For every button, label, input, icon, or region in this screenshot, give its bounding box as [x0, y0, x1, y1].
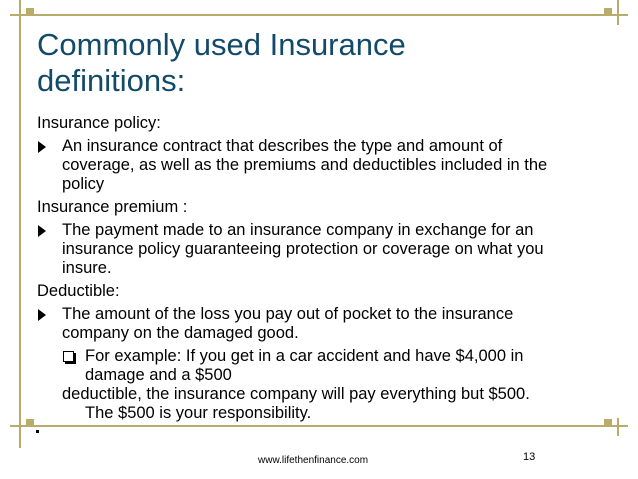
bullet-line: insure.	[62, 259, 112, 277]
frame-left-line	[19, 0, 21, 448]
corner-square-bottom-left	[26, 419, 34, 427]
corner-square-top-right	[604, 8, 612, 16]
slide-content	[37, 114, 597, 427]
sub-bullet-line: damage and a $500	[85, 366, 232, 384]
frame-right-line	[617, 0, 619, 25]
bullet-line: An insurance contract that describes the type and amount of	[62, 137, 503, 155]
heading-insurance-policy: Insurance policy:	[37, 114, 161, 132]
footer-url: www.lifethenfinance.com	[258, 455, 369, 466]
bullet-line: The payment made to an insurance company in exchange for an	[62, 221, 534, 239]
slide-title	[37, 27, 597, 99]
corner-square-bottom-right	[604, 419, 612, 427]
decorative-dot	[36, 430, 39, 433]
sub-bullet-line: For example: If you get in a car accident and have $4,000 in	[85, 347, 524, 365]
heading-insurance-premium: Insurance premium :	[37, 198, 188, 216]
bullet-insurance-policy	[37, 137, 597, 194]
bullet-line: insurance policy guaranteeing protection or coverage on what you	[62, 240, 544, 258]
corner-square-top-left	[26, 8, 34, 16]
bullet-line: policy	[62, 175, 105, 193]
arrow-bullet-icon	[38, 141, 46, 153]
bullet-line: coverage, as well as the premiums and deductibles included in the	[62, 156, 548, 174]
frame-top-line	[10, 14, 628, 16]
arrow-bullet-icon	[38, 309, 46, 321]
sub-bullet-example	[37, 347, 597, 385]
square-bullet-icon	[63, 351, 74, 362]
bullet-line: company on the damaged good.	[62, 324, 299, 342]
heading-deductible: Deductible:	[37, 282, 120, 300]
bullet-line: The amount of the loss you pay out of pocket to the insurance	[62, 305, 514, 323]
title-line-1: Commonly used Insurance	[37, 27, 406, 62]
continuation-line: The $500 is your responsibility.	[85, 404, 312, 422]
continuation-line: deductible, the insurance company will pay everything but $500.	[62, 385, 530, 403]
bullet-deductible	[37, 305, 597, 343]
page-number: 13	[523, 451, 536, 463]
title-line-2: definitions:	[37, 63, 186, 98]
arrow-bullet-icon	[38, 225, 46, 237]
bullet-insurance-premium	[37, 221, 597, 278]
frame-right-bottom-line	[617, 418, 619, 436]
